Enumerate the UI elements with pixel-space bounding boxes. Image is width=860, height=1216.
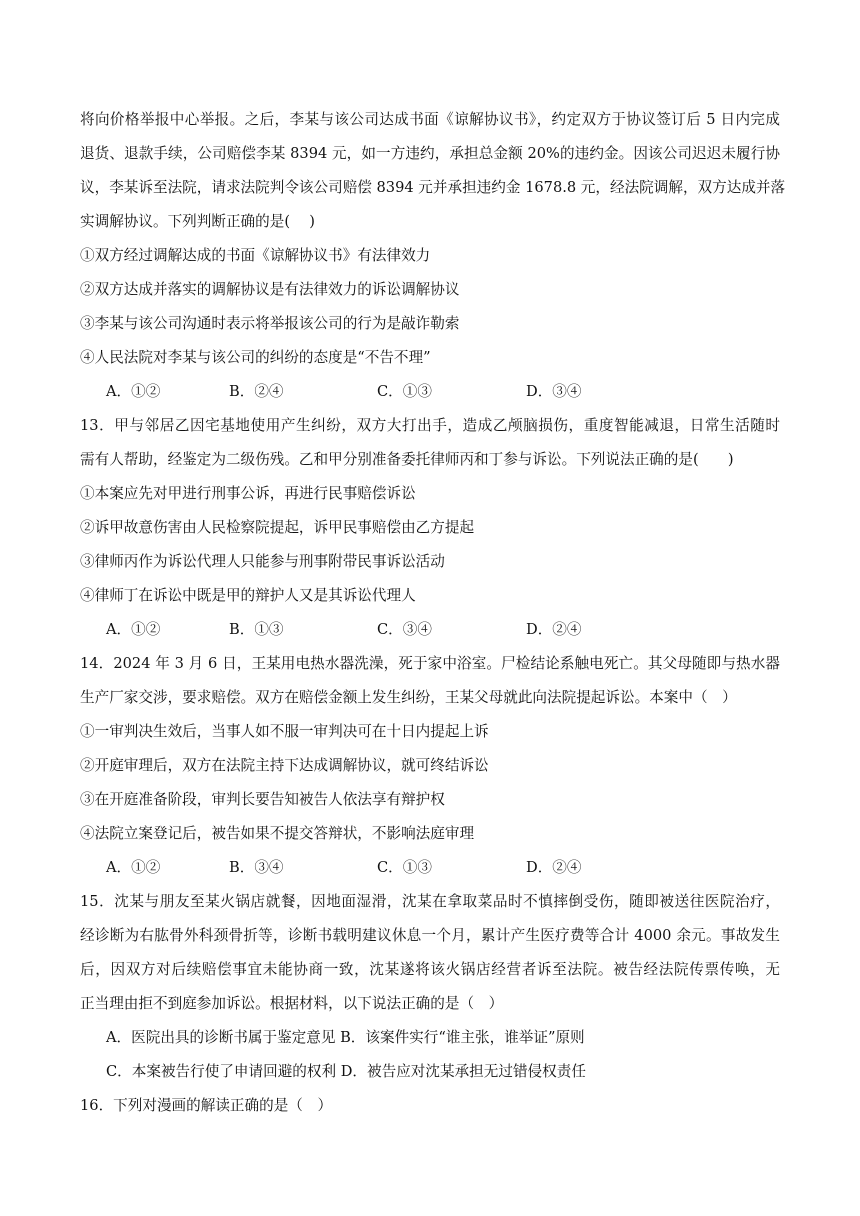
q12-stem-line-4: 实调解协议。下列判断正确的是( )	[80, 213, 315, 230]
q14-option-d[interactable]: D．②④	[526, 859, 582, 876]
q13-option-b[interactable]: B．①③	[229, 621, 284, 638]
q14-option-a[interactable]: A．①②	[106, 859, 161, 876]
q12-statement-2: ②双方达成并落实的调解协议是有法律效力的诉讼调解协议	[80, 281, 460, 298]
q12-option-d[interactable]: D．③④	[526, 383, 582, 400]
q12-option-a[interactable]: A．①②	[106, 383, 161, 400]
q16-stem-line-1: 16．下列对漫画的解读正确的是（ ）	[80, 1097, 333, 1114]
q12-option-b[interactable]: B．②④	[229, 383, 284, 400]
q12-stem-line-2: 退货、退款手续，公司赔偿李某 8394 元，如一方违约，承担总金额 20%的违约金。因该公司迟迟未履行协	[80, 145, 780, 162]
q13-stem-line-2: 需有人帮助，经鉴定为二级伤残。乙和甲分别准备委托律师丙和丁参与诉讼。下列说法正确的是( )	[80, 451, 734, 468]
q14-option-b[interactable]: B．③④	[229, 859, 284, 876]
q14-stem-line-2: 生产厂家交涉，要求赔偿。双方在赔偿金额上发生纠纷，王某父母就此向法院提起诉讼。本案中（ ）	[80, 689, 737, 706]
q14-stem-line-1: 14．2024 年 3 月 6 日，王某用电热水器洗澡，死于家中浴室。尸检结论系触电死亡。其父母随即与热水器	[80, 655, 780, 672]
q13-option-d[interactable]: D．②④	[526, 621, 582, 638]
q15-options-line-1[interactable]: A．医院出具的诊断书属于鉴定意见 B．该案件实行“谁主张，谁举证”原则	[106, 1029, 585, 1046]
q14-statement-4: ④法院立案登记后，被告如果不提交答辩状，不影响法庭审理	[80, 825, 475, 842]
q15-options-line-2[interactable]: C．本案被告行使了申请回避的权利 D．被告应对沈某承担无过错侵权责任	[106, 1063, 586, 1080]
q12-stem-line-1: 将向价格举报中心举报。之后，李某与该公司达成书面《谅解协议书》，约定双方于协议签订后 5 日内完成	[80, 111, 780, 128]
q12-statement-4: ④人民法院对李某与该公司的纠纷的态度是“不告不理”	[80, 349, 431, 366]
q13-statement-3: ③律师丙作为诉讼代理人只能参与刑事附带民事诉讼活动	[80, 553, 445, 570]
q14-statement-3: ③在开庭准备阶段，审判长要告知被告人依法享有辩护权	[80, 791, 445, 808]
q13-option-c[interactable]: C．③④	[377, 621, 432, 638]
q12-statement-1: ①双方经过调解达成的书面《谅解协议书》有法律效力	[80, 247, 431, 264]
q14-statement-2: ②开庭审理后，双方在法院主持下达成调解协议，就可终结诉讼	[80, 757, 489, 774]
q12-option-c[interactable]: C．①③	[377, 383, 432, 400]
q13-stem-line-1: 13．甲与邻居乙因宅基地使用产生纠纷，双方大打出手，造成乙颅脑损伤，重度智能减退，日常生活随时	[80, 417, 780, 434]
q13-statement-1: ①本案应先对甲进行刑事公诉，再进行民事赔偿诉讼	[80, 485, 416, 502]
q12-statement-3: ③李某与该公司沟通时表示将举报该公司的行为是敲诈勒索	[80, 315, 460, 332]
q13-option-a[interactable]: A．①②	[106, 621, 161, 638]
q15-stem-line-2: 经诊断为右肱骨外科颈骨折等，诊断书载明建议休息一个月，累计产生医疗费等合计 4000 余元。事故发生	[80, 927, 780, 944]
q15-stem-line-3: 后，因双方对后续赔偿事宜未能协商一致，沈某遂将该火锅店经营者诉至法院。被告经法院传票传唤，无	[80, 961, 780, 978]
q13-statement-4: ④律师丁在诉讼中既是甲的辩护人又是其诉讼代理人	[80, 587, 416, 604]
q14-statement-1: ①一审判决生效后，当事人如不服一审判决可在十日内提起上诉	[80, 723, 489, 740]
q12-stem-line-3: 议，李某诉至法院，请求法院判令该公司赔偿 8394 元并承担违约金 1678.8 元，经法院调解，双方达成并落	[80, 179, 786, 196]
q14-option-c[interactable]: C．①③	[377, 859, 432, 876]
q15-stem-line-1: 15．沈某与朋友至某火锅店就餐，因地面湿滑，沈某在拿取菜品时不慎摔倒受伤，随即被送往医院治疗，	[80, 893, 780, 910]
q13-statement-2: ②诉甲故意伤害由人民检察院提起，诉甲民事赔偿由乙方提起	[80, 519, 475, 536]
q15-stem-line-4: 正当理由拒不到庭参加诉讼。根据材料，以下说法正确的是（ ）	[80, 995, 504, 1012]
